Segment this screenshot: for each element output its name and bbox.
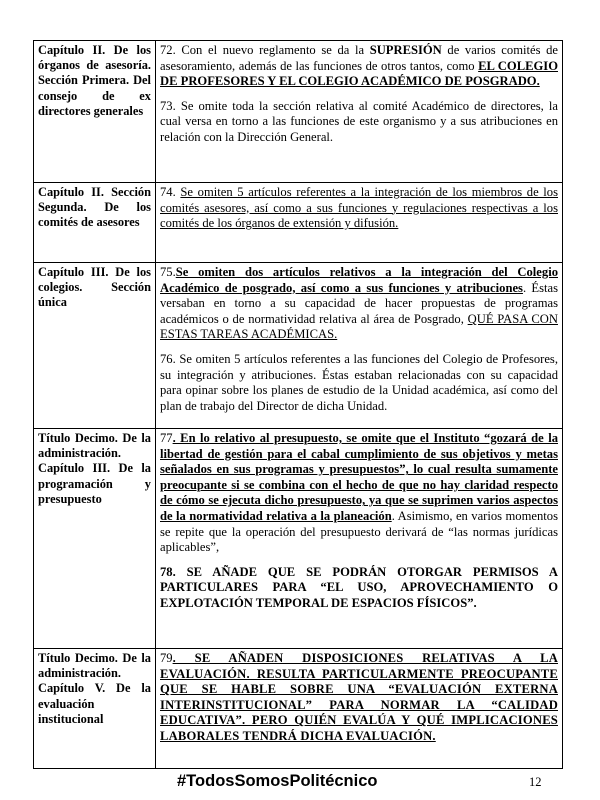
footer-hashtag: #TodosSomosPolitécnico [177, 772, 378, 790]
section-label: Capítulo III. De los colegios. Sección única [34, 263, 156, 429]
table-row [34, 183, 563, 263]
section-content [156, 263, 563, 429]
section-content [156, 41, 563, 183]
document-table [33, 40, 563, 769]
page-number: 12 [529, 775, 542, 789]
paragraph-79: 79. SE AÑADEN DISPOSICIONES RELATIVAS A LA EVALUACIÓN. RESULTA PARTICULARMENTE PREOCUPANTE QUE SE HABLE SOBRE UNA “EVALUACIÓN EXTERNA INTERINSTITUCIONAL” PARA NORMAR LA “CALIDAD EDUCATIVA”. PERO QUIÉN EVALÚA Y QUÉ IMPLICACIONES LABORALES TENDRÁ DICHA EVALUACIÓN. [160, 651, 558, 743]
paragraph-73: 73. Se omite toda la sección relativa al comité Académico de directores, la cual versa en torno a las funciones de este organismo y a sus atribuciones en relación con la Dirección General. [160, 98, 558, 144]
paragraph-77: 77. En lo relativo al presupuesto, se omite que el Instituto “gozará de la libertad de gestión para el cabal cumplimiento de sus objetivos y metas señalados en sus programas y presupuestos”, lo cual resulta sumamente preocupante si se combina con el hecho de que no hay claridad respecto de cómo se ejecuta dicho presupuesto, ya que se suprimen varios aspectos de la normatividad relativa a la planeación. Asimismo, en varios momentos se repite que la operación del presupuesto derivará de “las normas jurídicas aplicables”, [160, 431, 558, 555]
section-label: Capítulo II. De los órganos de asesoría. Sección Primera. Del consejo de ex directores generales [34, 41, 156, 183]
section-content [156, 429, 563, 649]
table-row [34, 649, 563, 769]
table-row [34, 429, 563, 649]
section-content [156, 183, 563, 263]
table-row [34, 263, 563, 429]
table-row [34, 41, 563, 183]
section-label: Título Decimo. De la administración. Capítulo V. De la evaluación institucional [34, 649, 156, 769]
page-footer [0, 772, 600, 796]
section-label: Capítulo II. Sección Segunda. De los comités de asesores [34, 183, 156, 263]
paragraph-72: 72. Con el nuevo reglamento se da la SUPRESIÓN de varios comités de asesoramiento, además de las funciones de otros tantos, como EL COLEGIO DE PROFESORES Y EL COLEGIO ACADÉMICO DE POSGRADO. [160, 43, 558, 89]
section-label: Título Decimo. De la administración. Capítulo III. De la programación y presupuesto [34, 429, 156, 649]
paragraph-75: 75.Se omiten dos artículos relativos a la integración del Colegio Académico de posgrado, así como a sus funciones y atribuciones. Éstas versaban en torno a su capacidad de hacer propuestas de programas académicos o de normatividad relativa al área de Posgrado, QUÉ PASA CON ESTAS TAREAS ACADÉMICAS. [160, 265, 558, 342]
paragraph-74: 74. Se omiten 5 artículos referentes a la integración de los miembros de los comités asesores, así como a sus funciones y regulaciones respectivas a los comités de los órganos de extensión y difusión. [160, 185, 559, 231]
paragraph-76: 76. Se omiten 5 artículos referentes a las funciones del Colegio de Profesores, su integración y atribuciones. Éstas estaban relacionadas con su capacidad para opinar sobre los planes de estudio de la Unidad académica, así como del plan de trabajo del Director de dicha Unidad. [160, 351, 558, 413]
section-content [156, 649, 563, 769]
paragraph-78: 78. SE AÑADE QUE SE PODRÁN OTORGAR PERMISOS A PARTICULARES PARA “EL USO, APROVECHAMIENTO O EXPLOTACIÓN TEMPORAL DE ESPACIOS FÍSICOS”. [160, 564, 558, 610]
